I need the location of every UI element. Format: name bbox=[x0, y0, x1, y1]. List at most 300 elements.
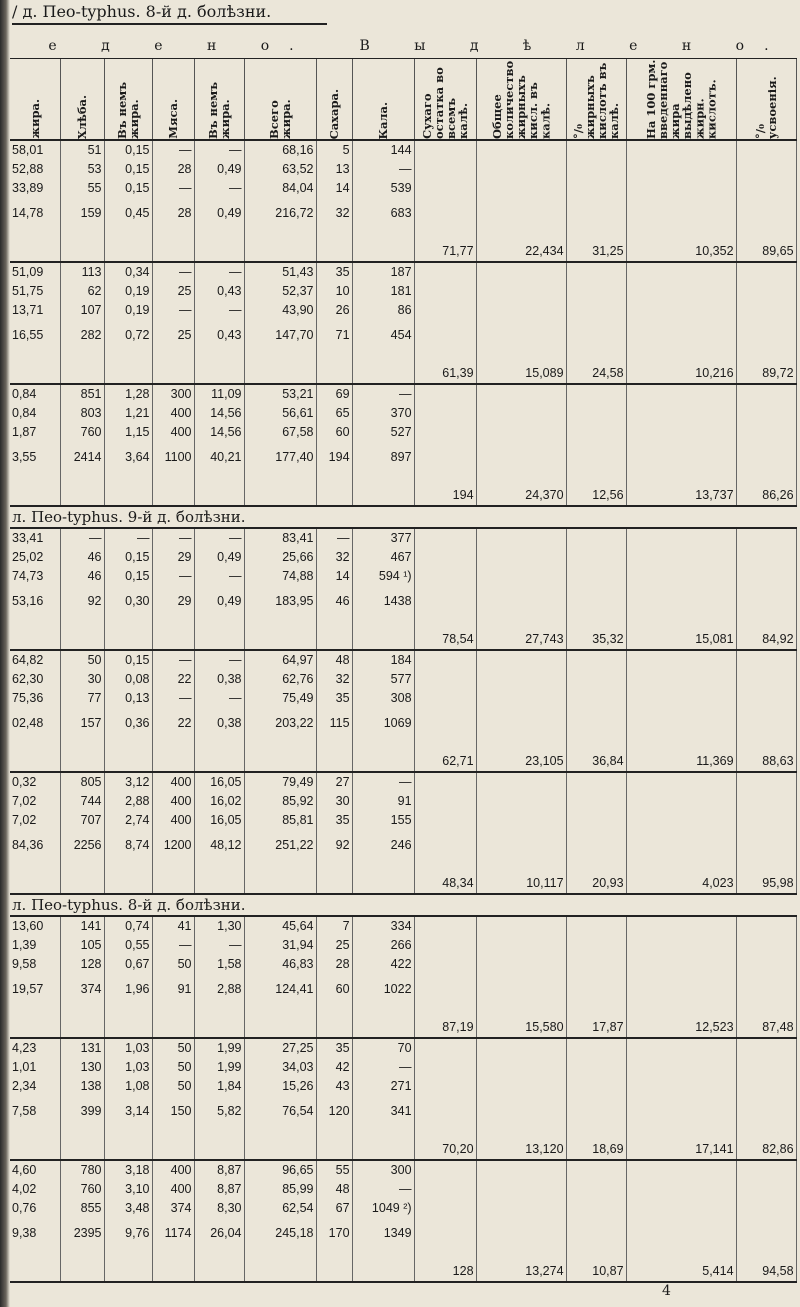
daily-value: 0,15 bbox=[125, 550, 150, 564]
daily-value: — bbox=[179, 569, 192, 583]
total-value: 71 bbox=[335, 328, 350, 342]
column-header bbox=[352, 59, 414, 141]
page-number: 4 bbox=[662, 1283, 671, 1299]
summary-value: 87,48 bbox=[736, 916, 796, 1038]
daily-value: 85,92 bbox=[282, 794, 314, 808]
intake-cell bbox=[352, 528, 414, 650]
intake-cell bbox=[316, 1160, 352, 1282]
section-title-row bbox=[10, 894, 796, 916]
intake-cell bbox=[104, 772, 152, 894]
column-header-label: Кала. bbox=[376, 101, 390, 139]
daily-value: 69 bbox=[335, 387, 350, 401]
daily-value: 85,81 bbox=[282, 813, 314, 827]
daily-value: 0,15 bbox=[125, 569, 150, 583]
total-value: 9,38 bbox=[12, 1226, 37, 1240]
daily-value: 52,88 bbox=[12, 162, 44, 176]
daily-value: 55 bbox=[335, 1163, 350, 1177]
summary-value: 22,434 bbox=[476, 140, 566, 262]
daily-value: 374 bbox=[170, 1201, 192, 1215]
column-header bbox=[736, 59, 796, 141]
daily-value: — bbox=[229, 653, 242, 667]
daily-value: 780 bbox=[80, 1163, 102, 1177]
intake-cell bbox=[316, 1038, 352, 1160]
daily-value: 35 bbox=[335, 265, 350, 279]
daily-value: 68,16 bbox=[282, 143, 314, 157]
total-value: 3,64 bbox=[125, 450, 150, 464]
summary-value: 13,120 bbox=[476, 1038, 566, 1160]
daily-value: 62,30 bbox=[12, 672, 44, 686]
summary-value: 4,023 bbox=[626, 772, 736, 894]
daily-value: 1,28 bbox=[125, 387, 150, 401]
intake-cell bbox=[104, 1160, 152, 1282]
total-value: 150 bbox=[170, 1104, 192, 1118]
daily-value: 0,84 bbox=[12, 406, 37, 420]
daily-value: 0,49 bbox=[217, 162, 242, 176]
intake-cell bbox=[194, 916, 244, 1038]
total-value: 2256 bbox=[73, 838, 102, 852]
daily-value: 25,66 bbox=[282, 550, 314, 564]
intake-cell bbox=[194, 1038, 244, 1160]
intake-cell bbox=[60, 1038, 104, 1160]
total-value: 194 bbox=[328, 450, 350, 464]
daily-value: — bbox=[399, 775, 412, 789]
daily-value: 13 bbox=[335, 162, 350, 176]
table-row-group bbox=[10, 916, 796, 1038]
total-value: 374 bbox=[80, 982, 102, 996]
intake-cell bbox=[10, 1038, 60, 1160]
daily-value: 14 bbox=[335, 181, 350, 195]
daily-value: 1,08 bbox=[125, 1079, 150, 1093]
daily-value: 707 bbox=[80, 813, 102, 827]
daily-value: 26 bbox=[335, 303, 350, 317]
intake-cell bbox=[316, 650, 352, 772]
daily-value: — bbox=[229, 938, 242, 952]
daily-value: 0,15 bbox=[125, 653, 150, 667]
summary-value: 84,92 bbox=[736, 528, 796, 650]
intake-cell bbox=[152, 650, 194, 772]
daily-value: 51,09 bbox=[12, 265, 44, 279]
daily-value: 131 bbox=[80, 1041, 102, 1055]
column-header bbox=[316, 59, 352, 141]
summary-value: 10,117 bbox=[476, 772, 566, 894]
daily-value: 539 bbox=[390, 181, 412, 195]
daily-value: 467 bbox=[390, 550, 412, 564]
table-row-group bbox=[10, 650, 796, 772]
total-value: 399 bbox=[80, 1104, 102, 1118]
total-value: 170 bbox=[328, 1226, 350, 1240]
daily-value: 13,60 bbox=[12, 919, 44, 933]
summary-value: 71,77 bbox=[414, 140, 476, 262]
daily-value: 33,41 bbox=[12, 531, 44, 545]
data-table bbox=[10, 34, 797, 1283]
daily-value: — bbox=[179, 303, 192, 317]
daily-value: 64,82 bbox=[12, 653, 44, 667]
daily-value: — bbox=[229, 569, 242, 583]
daily-value: 760 bbox=[80, 425, 102, 439]
daily-value: 51,43 bbox=[282, 265, 314, 279]
total-value: 1100 bbox=[164, 450, 192, 464]
total-value: 0,72 bbox=[125, 328, 150, 342]
summary-value: 11,369 bbox=[626, 650, 736, 772]
intake-cell bbox=[316, 140, 352, 262]
intake-cell bbox=[152, 1160, 194, 1282]
summary-value: 194 bbox=[414, 384, 476, 506]
daily-value: 400 bbox=[170, 794, 192, 808]
daily-value: 48 bbox=[335, 653, 350, 667]
daily-value: 62 bbox=[87, 284, 102, 298]
daily-value: 2,74 bbox=[125, 813, 150, 827]
daily-value: 46 bbox=[87, 550, 102, 564]
daily-value: 30 bbox=[87, 672, 102, 686]
intake-cell bbox=[244, 140, 316, 262]
intake-cell bbox=[352, 772, 414, 894]
intake-cell bbox=[104, 1038, 152, 1160]
intake-cell bbox=[352, 1160, 414, 1282]
daily-value: 370 bbox=[390, 406, 412, 420]
intake-cell bbox=[194, 650, 244, 772]
daily-value: 3,10 bbox=[125, 1182, 150, 1196]
daily-value: 181 bbox=[390, 284, 412, 298]
daily-value: 74,73 bbox=[12, 569, 44, 583]
intake-cell bbox=[60, 384, 104, 506]
daily-value: 1,39 bbox=[12, 938, 37, 952]
summary-value: 17,87 bbox=[566, 916, 626, 1038]
daily-value: 155 bbox=[390, 813, 412, 827]
daily-value: 400 bbox=[170, 425, 192, 439]
total-value: 53,16 bbox=[12, 594, 44, 608]
summary-value: 10,352 bbox=[626, 140, 736, 262]
total-value: 7,58 bbox=[12, 1104, 37, 1118]
total-value: 1022 bbox=[383, 982, 412, 996]
table-row-group bbox=[10, 1038, 796, 1160]
daily-value: 75,36 bbox=[12, 691, 44, 705]
intake-cell bbox=[104, 916, 152, 1038]
daily-value: 31,94 bbox=[282, 938, 314, 952]
daily-value: 0,55 bbox=[125, 938, 150, 952]
column-header-label: Въ немъ жира. bbox=[205, 81, 232, 139]
total-value: 32 bbox=[335, 206, 350, 220]
daily-value: 1,21 bbox=[125, 406, 150, 420]
column-header-label: Общее количество жирныхъ кисл. въ калѣ. bbox=[489, 60, 553, 139]
daily-value: 53,21 bbox=[282, 387, 314, 401]
daily-value: 805 bbox=[80, 775, 102, 789]
summary-value: 17,141 bbox=[626, 1038, 736, 1160]
daily-value: 32 bbox=[335, 672, 350, 686]
intake-cell bbox=[152, 262, 194, 384]
daily-value: 14,56 bbox=[210, 406, 242, 420]
daily-value: 50 bbox=[87, 653, 102, 667]
total-value: 2414 bbox=[73, 450, 102, 464]
summary-value: 89,72 bbox=[736, 262, 796, 384]
summary-value: 31,25 bbox=[566, 140, 626, 262]
daily-value: 2,34 bbox=[12, 1079, 37, 1093]
daily-value: 0,34 bbox=[125, 265, 150, 279]
daily-value: 75,49 bbox=[282, 691, 314, 705]
daily-value: 64,97 bbox=[282, 653, 314, 667]
daily-value: — bbox=[137, 531, 150, 545]
total-value: 40,21 bbox=[210, 450, 242, 464]
total-value: 2,88 bbox=[217, 982, 242, 996]
total-value: 29 bbox=[177, 594, 192, 608]
daily-value: 51 bbox=[87, 143, 102, 157]
total-value: 02,48 bbox=[12, 716, 44, 730]
summary-value: 89,65 bbox=[736, 140, 796, 262]
total-value: 683 bbox=[390, 206, 412, 220]
total-value: 46 bbox=[335, 594, 350, 608]
daily-value: 1,84 bbox=[217, 1079, 242, 1093]
intake-cell bbox=[152, 140, 194, 262]
total-value: 0,30 bbox=[125, 594, 150, 608]
daily-value: 50 bbox=[177, 1079, 192, 1093]
daily-value: 0,67 bbox=[125, 957, 150, 971]
total-value: 147,70 bbox=[275, 328, 314, 342]
daily-value: 46,83 bbox=[282, 957, 314, 971]
intake-cell bbox=[194, 384, 244, 506]
daily-value: 744 bbox=[80, 794, 102, 808]
daily-value: — bbox=[399, 162, 412, 176]
daily-value: 4,60 bbox=[12, 1163, 37, 1177]
daily-value: 107 bbox=[80, 303, 102, 317]
table-row-group bbox=[10, 772, 796, 894]
daily-value: 400 bbox=[170, 813, 192, 827]
daily-value: 58,01 bbox=[12, 143, 44, 157]
daily-value: 62,76 bbox=[282, 672, 314, 686]
daily-value: 43 bbox=[335, 1079, 350, 1093]
column-header bbox=[414, 59, 476, 141]
daily-value: 130 bbox=[80, 1060, 102, 1074]
total-value: 282 bbox=[80, 328, 102, 342]
column-header-label: Всего жира. bbox=[266, 99, 293, 139]
daily-value: — bbox=[337, 531, 350, 545]
daily-value: 300 bbox=[170, 387, 192, 401]
total-value: 84,36 bbox=[12, 838, 44, 852]
group-header-introduced: е д е н о. bbox=[10, 34, 352, 59]
daily-value: 422 bbox=[390, 957, 412, 971]
daily-value: 334 bbox=[390, 919, 412, 933]
total-value: 16,55 bbox=[12, 328, 44, 342]
daily-value: 10 bbox=[335, 284, 350, 298]
summary-value: 35,32 bbox=[566, 528, 626, 650]
total-value: 246 bbox=[390, 838, 412, 852]
daily-value: 0,15 bbox=[125, 143, 150, 157]
daily-value: 1,01 bbox=[12, 1060, 37, 1074]
summary-value: 13,274 bbox=[476, 1160, 566, 1282]
daily-value: 760 bbox=[80, 1182, 102, 1196]
total-value: 25 bbox=[177, 328, 192, 342]
daily-value: — bbox=[399, 1182, 412, 1196]
daily-value: 35 bbox=[335, 813, 350, 827]
daily-value: 0,43 bbox=[217, 284, 242, 298]
intake-cell bbox=[244, 772, 316, 894]
summary-value: 15,580 bbox=[476, 916, 566, 1038]
daily-value: 4,23 bbox=[12, 1041, 37, 1055]
column-header-label: Мяса. bbox=[165, 99, 180, 139]
total-value: 0,38 bbox=[217, 716, 242, 730]
total-value: 203,22 bbox=[275, 716, 314, 730]
book-binding-shadow bbox=[0, 0, 10, 1307]
total-value: 897 bbox=[390, 450, 412, 464]
daily-value: 105 bbox=[80, 938, 102, 952]
daily-value: 16,05 bbox=[210, 775, 242, 789]
daily-value: 0,08 bbox=[125, 672, 150, 686]
total-value: 3,55 bbox=[12, 450, 37, 464]
table-body bbox=[10, 140, 796, 1282]
daily-value: 27,25 bbox=[282, 1041, 314, 1055]
daily-value: 0,76 bbox=[12, 1201, 37, 1215]
summary-value: 48,34 bbox=[414, 772, 476, 894]
intake-cell bbox=[10, 1160, 60, 1282]
total-value: 157 bbox=[80, 716, 102, 730]
total-value: 245,18 bbox=[275, 1226, 314, 1240]
daily-value: 15,26 bbox=[282, 1079, 314, 1093]
daily-value: 0,74 bbox=[125, 919, 150, 933]
total-value: 183,95 bbox=[275, 594, 314, 608]
daily-value: 35 bbox=[335, 691, 350, 705]
daily-value: 11,09 bbox=[211, 387, 242, 401]
total-value: 14,78 bbox=[12, 206, 44, 220]
total-value: 0,45 bbox=[125, 206, 150, 220]
daily-value: 13,71 bbox=[12, 303, 44, 317]
daily-value: — bbox=[229, 691, 242, 705]
intake-cell bbox=[244, 528, 316, 650]
total-value: 341 bbox=[390, 1104, 412, 1118]
intake-cell bbox=[104, 650, 152, 772]
daily-value: 25 bbox=[335, 938, 350, 952]
group-header-excreted: В ы д ѣ л е н о. bbox=[352, 34, 796, 59]
daily-value: 85,99 bbox=[282, 1182, 314, 1196]
daily-value: 86 bbox=[397, 303, 412, 317]
column-header-label: Сухаго остатка во всемъ калѣ. bbox=[419, 67, 471, 139]
daily-value: — bbox=[89, 531, 102, 545]
section-title-row bbox=[10, 506, 796, 528]
summary-value: 24,58 bbox=[566, 262, 626, 384]
total-value: 91 bbox=[177, 982, 192, 996]
total-value: 1,96 bbox=[125, 982, 150, 996]
intake-cell bbox=[60, 650, 104, 772]
daily-value: 128 bbox=[80, 957, 102, 971]
daily-value: — bbox=[229, 143, 242, 157]
summary-value: 94,58 bbox=[736, 1160, 796, 1282]
summary-value: 61,39 bbox=[414, 262, 476, 384]
column-header-label: На 100 грм. введеннаго жира выдѣлено жирн. кислотъ. bbox=[643, 59, 719, 139]
daily-value: 3,48 bbox=[125, 1201, 150, 1215]
daily-value: 5 bbox=[342, 143, 350, 157]
daily-value: 83,41 bbox=[282, 531, 314, 545]
daily-value: 27 bbox=[335, 775, 350, 789]
total-value: 177,40 bbox=[275, 450, 314, 464]
daily-value: 45,64 bbox=[282, 919, 314, 933]
column-header bbox=[104, 59, 152, 141]
daily-value: 70 bbox=[397, 1041, 412, 1055]
daily-value: 0,38 bbox=[217, 672, 242, 686]
summary-value: 24,370 bbox=[476, 384, 566, 506]
intake-cell bbox=[352, 140, 414, 262]
intake-cell bbox=[352, 916, 414, 1038]
total-value: 120 bbox=[328, 1104, 350, 1118]
intake-cell bbox=[60, 262, 104, 384]
summary-value: 15,081 bbox=[626, 528, 736, 650]
column-header-label: жира. bbox=[27, 99, 42, 139]
summary-value: 13,737 bbox=[626, 384, 736, 506]
total-value: 3,14 bbox=[125, 1104, 150, 1118]
daily-value: — bbox=[229, 303, 242, 317]
intake-cell bbox=[60, 772, 104, 894]
daily-value: 60 bbox=[335, 425, 350, 439]
daily-value: 0,32 bbox=[12, 775, 37, 789]
daily-value: — bbox=[179, 265, 192, 279]
daily-value: 42 bbox=[335, 1060, 350, 1074]
intake-cell bbox=[104, 140, 152, 262]
daily-value: 32 bbox=[335, 550, 350, 564]
daily-value: 184 bbox=[390, 653, 412, 667]
intake-cell bbox=[10, 916, 60, 1038]
column-header-label: Хлѣба. bbox=[74, 94, 89, 139]
daily-value: 3,12 bbox=[125, 775, 150, 789]
intake-cell bbox=[244, 1160, 316, 1282]
column-header bbox=[10, 59, 60, 141]
total-value: 115 bbox=[329, 716, 350, 730]
intake-cell bbox=[152, 384, 194, 506]
daily-value: — bbox=[229, 531, 242, 545]
daily-value: 16,02 bbox=[210, 794, 242, 808]
daily-value: — bbox=[179, 691, 192, 705]
summary-value: 88,63 bbox=[736, 650, 796, 772]
summary-value: 10,87 bbox=[566, 1160, 626, 1282]
total-value: 1174 bbox=[164, 1226, 192, 1240]
column-header-label: °/₀ жирныхъ кислотъ въ калѣ. bbox=[570, 62, 622, 139]
intake-cell bbox=[152, 528, 194, 650]
total-value: 1069 bbox=[383, 716, 412, 730]
table-row-group bbox=[10, 1160, 796, 1282]
daily-value: 28 bbox=[177, 162, 192, 176]
intake-cell bbox=[152, 916, 194, 1038]
daily-value: — bbox=[179, 181, 192, 195]
daily-value: 308 bbox=[390, 691, 412, 705]
daily-value: 0,15 bbox=[125, 162, 150, 176]
daily-value: 65 bbox=[335, 406, 350, 420]
daily-value: 96,65 bbox=[282, 1163, 314, 1177]
intake-cell bbox=[10, 650, 60, 772]
daily-value: 851 bbox=[80, 387, 102, 401]
table-row-group bbox=[10, 262, 796, 384]
daily-value: 300 bbox=[390, 1163, 412, 1177]
caption-underline bbox=[12, 23, 327, 25]
daily-value: 271 bbox=[390, 1079, 412, 1093]
column-header bbox=[244, 59, 316, 141]
column-header-row bbox=[10, 59, 796, 141]
total-value: 22 bbox=[177, 716, 192, 730]
total-value: 124,41 bbox=[275, 982, 314, 996]
daily-value: 74,88 bbox=[282, 569, 314, 583]
summary-value: 78,54 bbox=[414, 528, 476, 650]
daily-value: 33,89 bbox=[12, 181, 44, 195]
daily-value: 1,99 bbox=[217, 1041, 242, 1055]
daily-value: 7 bbox=[342, 919, 350, 933]
summary-value: 18,69 bbox=[566, 1038, 626, 1160]
daily-value: 577 bbox=[390, 672, 412, 686]
daily-value: 803 bbox=[80, 406, 102, 420]
daily-value: 77 bbox=[87, 691, 102, 705]
intake-cell bbox=[316, 262, 352, 384]
daily-value: 1,30 bbox=[217, 919, 242, 933]
summary-value: 36,84 bbox=[566, 650, 626, 772]
daily-value: 7,02 bbox=[12, 794, 37, 808]
total-value: 0,43 bbox=[217, 328, 242, 342]
daily-value: 0,84 bbox=[12, 387, 37, 401]
daily-value: 25 bbox=[177, 284, 192, 298]
daily-value: 53 bbox=[87, 162, 102, 176]
daily-value: 0,19 bbox=[125, 303, 150, 317]
